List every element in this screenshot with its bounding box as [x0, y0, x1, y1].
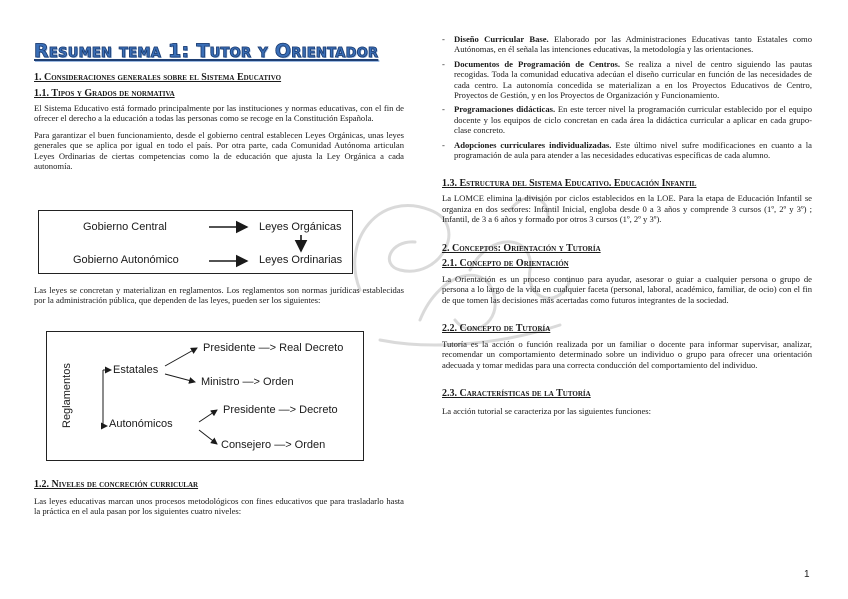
paragraph-niveles: Las leyes educativas marcan unos procesos metodológicos con fines educativos que para trasladarlo hasta la práctica en el aula pasan por los siguientes cuatro niveles: [34, 496, 404, 517]
paragraph-sistema-educativo: El Sistema Educativo está formado principalmente por las instituciones y normas educativas, con el fin de ofrecer el derecho a la educación a todas las personas como se recoge en la Constitución Española. [34, 103, 404, 124]
reglamentos-intro-block [34, 285, 404, 306]
concrecion-levels-list [442, 34, 812, 160]
list-item: - Diseño Curricular Base. Elaborado por las Administraciones Educativas tanto Estatales como Autónomas, en él señala las intenciones educativas, la metodología y las orientaciones. [442, 34, 812, 55]
diagram-leyes-ordinarias: Leyes Ordinarias [259, 254, 343, 266]
section-1-3-heading: 1.3. Estructura del Sistema Educativo. Educación Infantil [442, 178, 697, 190]
paragraph-tutoria: Tutoría es la acción o función realizada por un familiar o docente para informar supervisar, analizar, recomendar un comportamiento determinado sobre un individuo o grupo para ofrecer una orientación adecuada y tomar medidas para una correcta conducción del comportamiento del individuo. [442, 338, 812, 370]
section-1-heading: 1. Consideraciones generales sobre el Sistema Educativo [34, 72, 282, 83]
diagram-leyes-arrows [39, 211, 354, 275]
right-column [442, 34, 812, 417]
section-1-2-block [34, 479, 404, 517]
section-2-3-heading: 2.3. Características de la Tutoría [442, 388, 591, 400]
diagram-presidente-decreto: Presidente —> Decreto [223, 404, 338, 416]
diagram-reglamentos [46, 331, 364, 461]
paragraph-orientacion: La Orientación es un proceso continuo para ayudar, asesorar o guiar a cualquier persona o grupo de persona a lo largo de la vida en cualquier faceta (personal, laboral, académico, familiar, de ocio) con el fin de que tomen las decisiones más acertadas como futuros integrantes de la sociedad. [442, 273, 812, 305]
paragraph-caracteristicas: La acción tutorial se caracteriza por las siguientes funciones: [442, 406, 652, 417]
page-title: Resumen tema 1: Tutor y Orientador [34, 40, 379, 62]
diagram-leyes [38, 210, 353, 274]
paragraph-funcionamiento: Para garantizar el buen funcionamiento, desde el gobierno central establecen Leyes Orgánicas, unas leyes generales que se aplica por igual en todo el país. Por otra parte, cada Comunidad Autónoma articulan Leyes Ordinarias de ciertas competencias como la de educación que ajusta la Ley Orgánica a cada autonomía. [34, 129, 404, 172]
diagram-consejero-orden: Consejero —> Orden [221, 439, 326, 451]
page-number: 1 [804, 569, 810, 580]
diagram-reglamentos-arrows [47, 332, 365, 462]
diagram-gobierno-central: Gobierno Central [83, 221, 167, 233]
list-item: - Adopciones curriculares individualizadas. Este último nivel sufre modificaciones en cuanto a la programación de aula para atender a las necesidades educativas específicas de cada alumno. [442, 139, 812, 161]
left-column [34, 40, 404, 171]
diagram-estatales: Estatales [113, 364, 159, 376]
diagram-autonomicos: Autonómicos [109, 418, 173, 430]
section-1-1-heading: 1.1. Tipos y Grados de normativa [34, 88, 175, 99]
list-item: - Programaciones didácticas. En este tercer nivel la programación curricular establecido por el equipo docente y los equipos de ciclo concretan en cada área la didáctica curricular a aplicar en cada grupo-clase concreto. [442, 104, 812, 136]
diagram-reglamentos-label: Reglamentos [61, 363, 73, 428]
diagram-ministro-orden: Ministro —> Orden [201, 376, 294, 388]
diagram-presidente-real-decreto: Presidente —> Real Decreto [203, 342, 344, 354]
section-2-2-heading: 2.2. Concepto de Tutoría [442, 322, 551, 334]
diagram-gobierno-autonomico: Gobierno Autonómico [73, 254, 179, 266]
paragraph-estructura: La LOMCE elimina la división por ciclos establecidos en la LOE. Para la etapa de Educación Infantil se organiza en dos sectores: Infantil Inicial, engloba desde 0 a 3 años y comprende 3 cursos (1º, 2º y 3º) ; Infantil, de 3 a 6 años y formado por otros 3 cursos (1º, 2º y 3º). [442, 193, 812, 225]
section-2-1-heading: 2.1. Concepto de Orientación [442, 257, 569, 269]
section-2-heading: 2. Conceptos: Orientación y Tutoría [442, 242, 601, 254]
section-1-2-heading: 1.2. Niveles de concreción curricular [34, 479, 199, 490]
list-item: - Documentos de Programación de Centros. Se realiza a nivel de centro siguiendo las pautas recogidas. Toda la comunidad educativa adecúan el diseño curricular en función de las necesidades de cada centro. La autonomía concedida se materializan a en los Proyectos Educativos de Centro, Proyectos de Gestión, y en los Proyectos de Organización y Funcionamiento. [442, 58, 812, 101]
paragraph-reglamentos: Las leyes se concretan y materializan en reglamentos. Los reglamentos son normas jurídicas establecidas por la administración pública, que dependen de las leyes, pueden ser los siguientes: [34, 285, 404, 306]
diagram-leyes-organicas: Leyes Orgánicas [259, 221, 342, 233]
